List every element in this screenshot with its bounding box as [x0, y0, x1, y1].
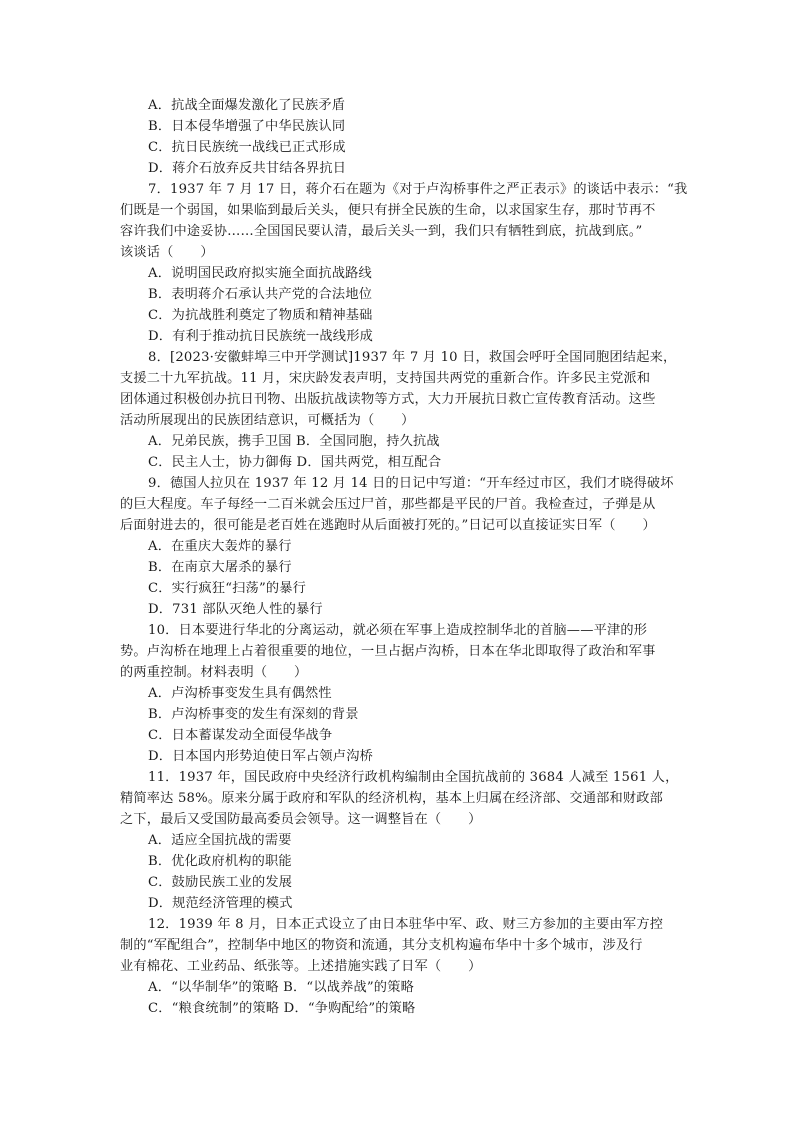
- q11-option-c: C．鼓励民族工业的发展: [148, 875, 293, 890]
- q10-stem-line: 的两重控制。材料表明（ ）: [120, 665, 308, 680]
- q12-options-cd: C．“粮食统制”的策略 D．“争购配给”的策略: [148, 1001, 416, 1016]
- q8-stem-line: 活动所展现出的民族团结意识，可概括为（ ）: [120, 413, 415, 428]
- q12-stem-line: 业有棉花、工业药品、纸张等。上述措施实践了日军（ ）: [120, 959, 482, 974]
- q12-stem-line: 制的“军配组合”，控制华中地区的物资和流通，其分支机构遍布华中十多个城市，涉及行: [120, 938, 643, 953]
- q9-option-a: A．在重庆大轰炸的暴行: [148, 539, 292, 554]
- q9-stem-line: 9．德国人拉贝在 1937 年 12 月 14 日的日记中写道：“开车经过市区，我们才晓得破坏: [148, 476, 674, 491]
- q11-option-a: A．适应全国抗战的需要: [148, 833, 292, 848]
- q8-options-cd: C．民主人士，协力御侮 D．国共两党，相互配合: [148, 455, 442, 470]
- q10-stem-line: 10．日本要进行华北的分离运动，就必须在军事上造成控制华北的首脑——平津的形: [148, 623, 648, 638]
- q7-stem-line: 该谈话（ ）: [120, 245, 214, 260]
- q12-stem-line: 12．1939 年 8 月，日本正式设立了由日本驻华中军、政、财三方参加的主要由军方控: [148, 917, 664, 932]
- q7-option-c: C．为抗战胜利奠定了物质和精神基础: [148, 308, 373, 323]
- q6-option-a: A．抗战全面爆发激化了民族矛盾: [148, 98, 346, 113]
- q10-stem-line: 势。卢沟桥在地理上占着很重要的地位，一旦占据卢沟桥，日本在华北即取得了政治和军事: [120, 644, 656, 659]
- q10-option-b: B．卢沟桥事变的发生有深刻的背景: [148, 707, 359, 722]
- q8-stem-line: 团体通过积极创办抗日刊物、出版抗战读物等方式，大力开展抗日救亡宣传教育活动。这些: [120, 392, 656, 407]
- q10-option-a: A．卢沟桥事变发生具有偶然性: [148, 686, 332, 701]
- q6-option-d: D．蒋介石放弃反共甘结各界抗日: [148, 161, 347, 176]
- q9-stem-line: 的巨大程度。车子每经一二百米就会压过尸首，那些都是平民的尸首。我检查过，子弹是从: [120, 497, 656, 512]
- q9-stem-line: 后面射进去的，很可能是老百姓在逃跑时从后面被打死的。”日记可以直接证实日军（ ）: [120, 518, 656, 533]
- q11-option-b: B．优化政府机构的职能: [148, 854, 292, 869]
- q8-options-ab: A．兄弟民族，携手卫国 B．全国同胞，持久抗战: [148, 434, 440, 449]
- q9-option-d: D．731 部队灭绝人性的暴行: [148, 602, 323, 617]
- q12-options-ab: A．“以华制华”的策略 B．“以战养战”的策略: [148, 980, 414, 995]
- q9-option-b: B．在南京大屠杀的暴行: [148, 560, 292, 575]
- q7-stem-line: 7．1937 年 7 月 17 日，蒋介石在题为《对于卢沟桥事件之严正表示》的谈话中表示：“我: [148, 182, 688, 197]
- q11-stem-line: 11．1937 年，国民政府中央经济行政机构编制由全国抗战前的 3684 人减至 1561 人，: [148, 770, 679, 785]
- q7-option-a: A．说明国民政府拟实施全面抗战路线: [148, 266, 372, 281]
- q7-option-b: B．表明蒋介石承认共产党的合法地位: [148, 287, 373, 302]
- q8-stem-line: 8．[2023·安徽蚌埠三中开学测试]1937 年 7 月 10 日，救国会呼吁全国同胞团结起来，: [148, 350, 677, 365]
- q7-stem-line: 容许我们中途妥协……全国国民要认清，最后关头一到，我们只有牺牲到底，抗战到底。”: [120, 224, 643, 239]
- q9-option-c: C．实行疯狂“扫荡”的暴行: [148, 581, 307, 596]
- q7-option-d: D．有利于推动抗日民族统一战线形成: [148, 329, 373, 344]
- q8-stem-line: 支援二十九军抗战。11 月，宋庆龄发表声明，支持国共两党的重新合作。许多民主党派和: [120, 371, 651, 386]
- q11-option-d: D．规范经济管理的模式: [148, 896, 293, 911]
- q10-option-c: C．日本蓄谋发动全面侵华战争: [148, 728, 333, 743]
- q10-option-d: D．日本国内形势迫使日军占领卢沟桥: [148, 749, 373, 764]
- q7-stem-line: 们既是一个弱国，如果临到最后关头，便只有拼全民族的生命，以求国家生存，那时节再不: [120, 203, 656, 218]
- q11-stem-line: 精简率达 58%。原来分属于政府和军队的经济机构，基本上归属在经济部、交通部和财政部: [120, 791, 664, 806]
- q11-stem-line: 之下，最后又受国防最高委员会领导。这一调整旨在（ ）: [120, 812, 482, 827]
- q6-option-b: B．日本侵华增强了中华民族认同: [148, 119, 346, 134]
- q6-option-c: C．抗日民族统一战线已正式形成: [148, 140, 346, 155]
